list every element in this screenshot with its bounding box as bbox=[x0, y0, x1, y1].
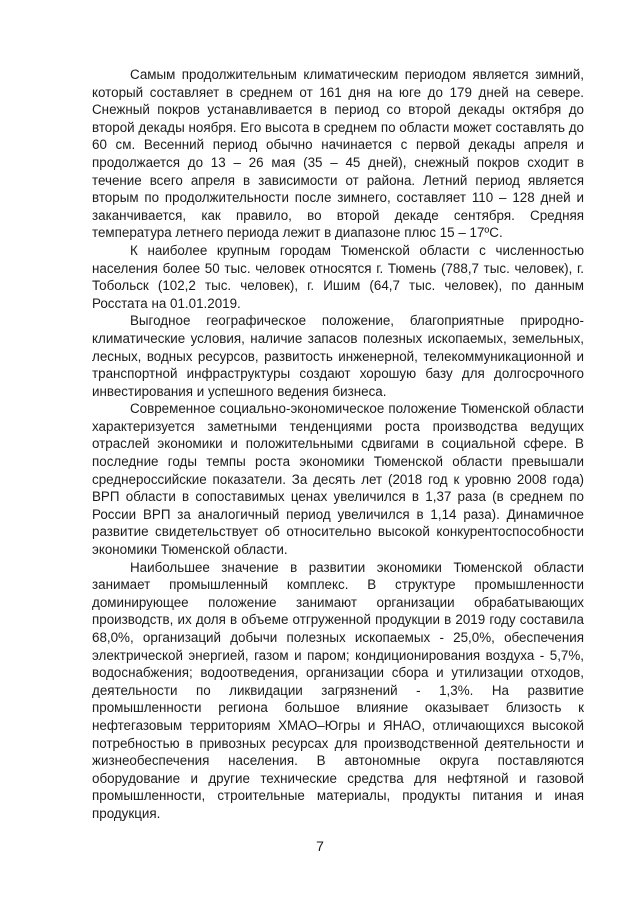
paragraph-largest-cities: К наиболее крупным городам Тюменской области с численностью населения более 50 тыс. человек относятся г. Тюмень (788,7 тыс. человек), г. Тобольск (102,2 тыс. человек), г. Ишим (64,7 тыс. человек), по данным Росстата на 01.01.2019. bbox=[92, 242, 584, 311]
page-number: 7 bbox=[316, 838, 324, 854]
paragraph-geographic-position: Выгодное географическое положение, благоприятные природно-климатические условия, наличие запасов полезных ископаемых, земельных, лесных, водных ресурсов, развитость инженерной, телекоммуникационной и транспортной инфраструктуры создают хорошую базу для долгосрочного инвестирования и успешного ведения бизнеса. bbox=[92, 313, 584, 399]
paragraph-climate: Самым продолжительным климатическим периодом является зимний, который составляет в среднем от 161 дня на юге до 179 дней на севере. Снежный покров устанавливается в период со второй декады октября до второй декады ноября. Его высота в среднем по области может составлять до 60 см. Весенний период обычно начинается с первой декады апреля и продолжается до 13 – 26 мая (35 – 45 дней), снежный покров сходит в течение всего апреля в зависимости от района. Летний период является вторым по продолжительности после зимнего, составляет 110 – 128 дней и заканчивается, как правило, во второй декаде сентября. Средняя температура летнего периода лежит в диапазоне плюс 15 – 17ºС. bbox=[92, 67, 584, 241]
paragraph-industry: Наибольшее значение в развитии экономики Тюменской области занимает промышленный комплекс. В структуре промышленности доминирующее положение занимают организации обрабатывающих производств, их доля в объеме отгруженной продукции в 2019 году составила 68,0%, организаций добычи полезных ископаемых - 25,0%, обеспечения электрической энергией, газом и паром; кондиционирования воздуха - 5,7%, водоснабжения; водоотведения, организации сбора и утилизации отходов, деятельности по ликвидации загрязнений - 1,3%. На развитие промышленности региона большое влияние оказывает близость к нефтегазовым территориям ХМАО–Югры и ЯНАО, отличающихся высокой потребностью в привозных ресурсах для производственной деятельности и жизнеобеспечения населения. В автономные округа поставляются оборудование и другие технические средства для нефтяной и газовой промышленности, строительные материалы, продукты питания и иная продукция. bbox=[92, 559, 584, 821]
paragraph-socio-economic: Современное социально-экономическое положение Тюменской области характеризуется заметными тенденциями роста производства ведущих отраслей экономики и положительными сдвигами в социальной сфере. В последние годы темпы роста экономики Тюменской области превышали среднероссийские показатели. За десять лет (2018 год к уровню 2008 года) ВРП области в сопоставимых ценах увеличился в 1,37 раза (в среднем по России ВРП за аналогичный период увеличился в 1,14 раза). Динамичное развитие свидетельствует об относительно высокой конкурентоспособности экономики Тюменской области. bbox=[92, 401, 584, 558]
